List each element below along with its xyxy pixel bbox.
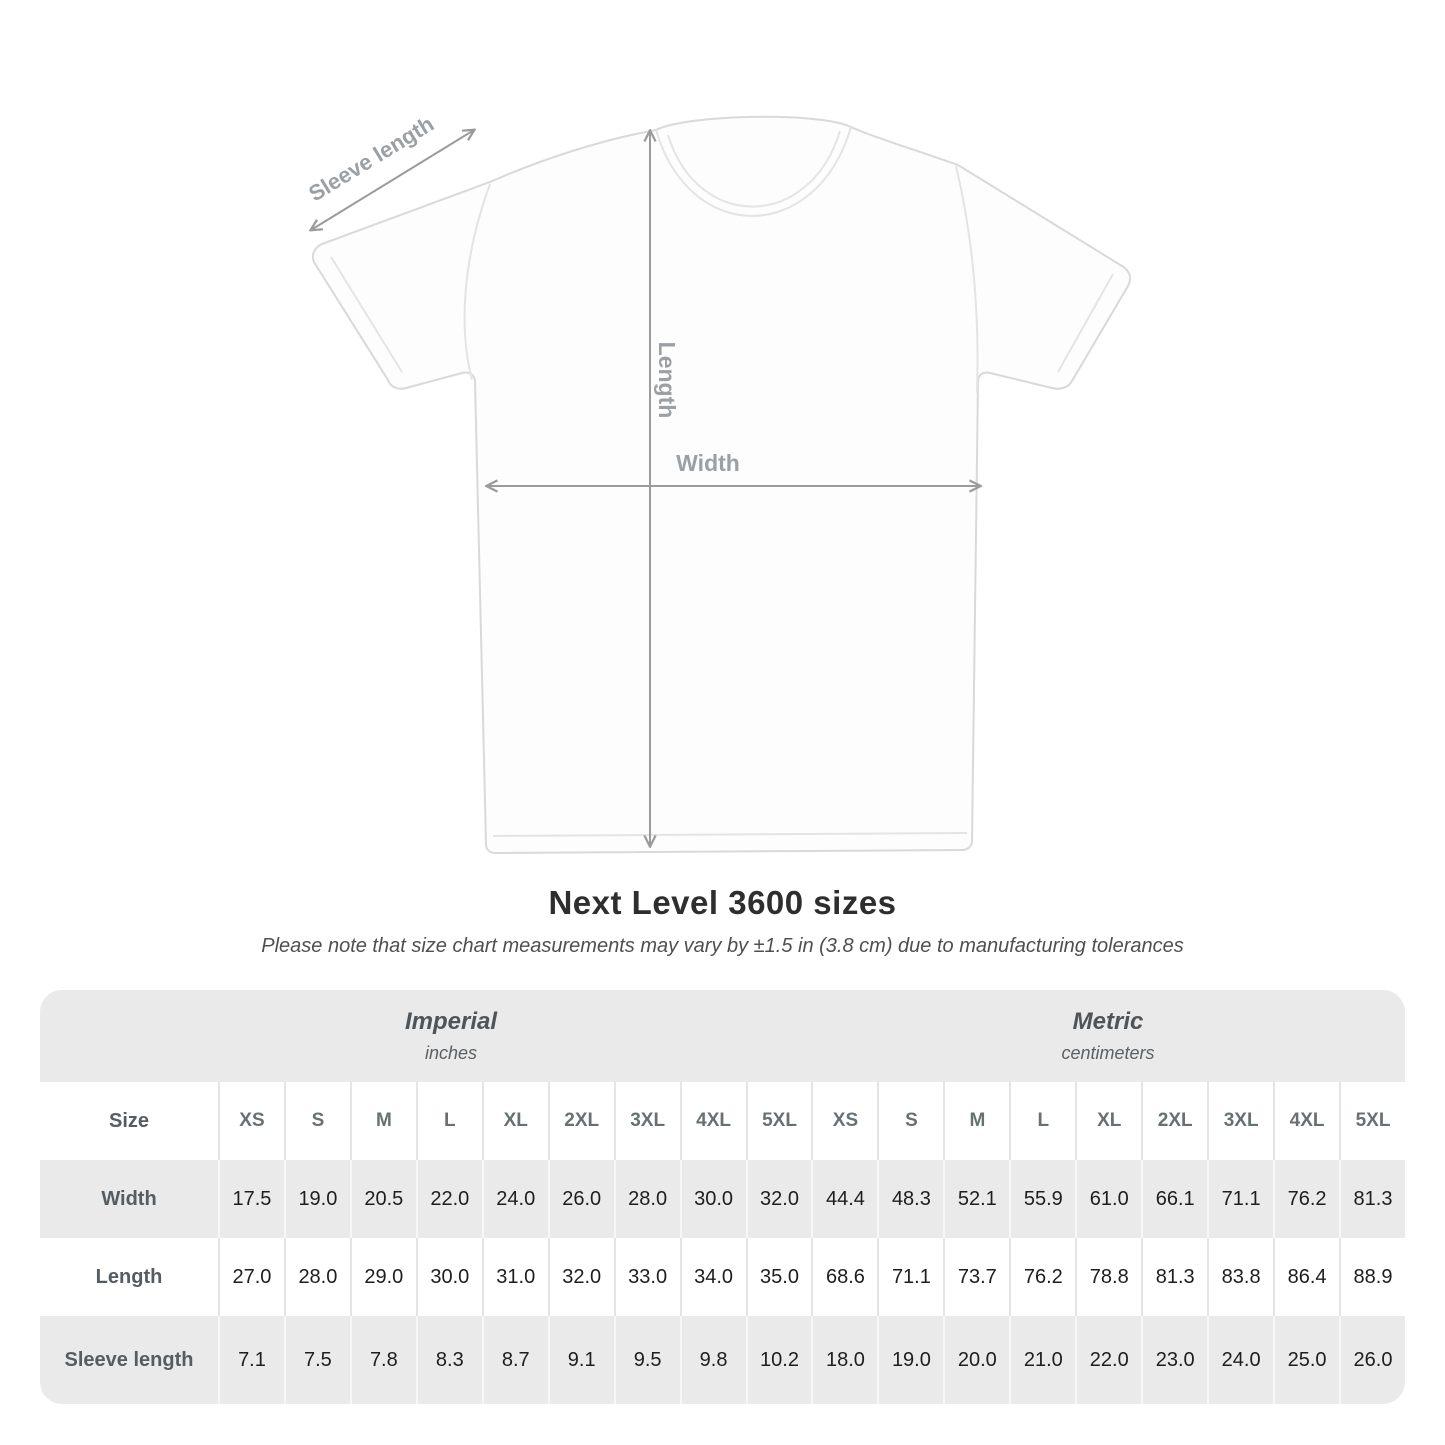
value-cell: 22.0	[1075, 1316, 1141, 1404]
value-cell: 28.0	[284, 1238, 350, 1316]
value-cell: 44.4	[811, 1160, 877, 1238]
value-cell: 52.1	[943, 1160, 1009, 1238]
size-header-cell: L	[416, 1082, 482, 1160]
value-cell: 76.2	[1273, 1160, 1339, 1238]
value-cell: 29.0	[350, 1238, 416, 1316]
value-cell: 21.0	[1009, 1316, 1075, 1404]
value-cell: 83.8	[1207, 1238, 1273, 1316]
tolerance-note: Please note that size chart measurements may vary by ±1.5 in (3.8 cm) due to manufacturing tolerances	[261, 935, 1184, 957]
value-cell: 10.2	[746, 1316, 812, 1404]
value-cell: 26.0	[1339, 1316, 1405, 1404]
value-cell: 55.9	[1009, 1160, 1075, 1238]
length-label: Length	[654, 341, 680, 419]
value-cell: 20.5	[350, 1160, 416, 1238]
value-cell: 7.8	[350, 1316, 416, 1404]
width-label: Width	[676, 450, 740, 476]
value-cell: 8.3	[416, 1316, 482, 1404]
size-header-row	[40, 1082, 1405, 1160]
value-cell: 30.0	[680, 1160, 746, 1238]
size-header-cell: 2XL	[548, 1082, 614, 1160]
value-cell: 18.0	[811, 1316, 877, 1404]
value-cell: 9.5	[614, 1316, 680, 1404]
value-cell: 61.0	[1075, 1160, 1141, 1238]
page-title: Next Level 3600 sizes	[548, 884, 897, 921]
sleeve-length-label: Sleeve length	[304, 111, 439, 207]
value-cell: 35.0	[746, 1238, 812, 1316]
value-cell: 34.0	[680, 1238, 746, 1316]
value-cell: 19.0	[877, 1316, 943, 1404]
size-header-cell: 5XL	[1339, 1082, 1405, 1160]
size-header-cell: XS	[811, 1082, 877, 1160]
size-header-cell: M	[350, 1082, 416, 1160]
row-label: Sleeve length	[64, 1348, 194, 1371]
value-cell: 22.0	[416, 1160, 482, 1238]
value-cell: 81.3	[1141, 1238, 1207, 1316]
size-header-cell: 5XL	[746, 1082, 812, 1160]
value-cell: 7.1	[218, 1316, 284, 1404]
tshirt-outline	[313, 117, 1130, 853]
size-header-cell: XS	[218, 1082, 284, 1160]
metric-header-group	[811, 990, 1405, 1082]
size-header-cell: 4XL	[1273, 1082, 1339, 1160]
size-header-cell: XL	[482, 1082, 548, 1160]
value-cell: 17.5	[218, 1160, 284, 1238]
size-header-cell: L	[1009, 1082, 1075, 1160]
value-cell: 88.9	[1339, 1238, 1405, 1316]
size-header-cell: S	[877, 1082, 943, 1160]
value-cell: 20.0	[943, 1316, 1009, 1404]
value-cell: 81.3	[1339, 1160, 1405, 1238]
heading-block	[0, 884, 1445, 958]
size-header-cell: S	[284, 1082, 350, 1160]
size-header-cell: XL	[1075, 1082, 1141, 1160]
metric-label: Metric	[1072, 1008, 1144, 1035]
imperial-header-group	[40, 990, 811, 1082]
value-cell: 86.4	[1273, 1238, 1339, 1316]
value-cell: 8.7	[482, 1316, 548, 1404]
value-cell: 71.1	[877, 1238, 943, 1316]
size-header-cell: 2XL	[1141, 1082, 1207, 1160]
metric-unit-label: centimeters	[1061, 1043, 1155, 1063]
value-cell: 27.0	[218, 1238, 284, 1316]
value-cell: 24.0	[482, 1160, 548, 1238]
value-cell: 32.0	[746, 1160, 812, 1238]
value-cell: 78.8	[1075, 1238, 1141, 1316]
unit-header-band	[40, 990, 1405, 1082]
imperial-unit-label: inches	[424, 1043, 478, 1063]
value-cell: 30.0	[416, 1238, 482, 1316]
value-cell: 9.8	[680, 1316, 746, 1404]
size-chart-table	[40, 990, 1405, 1404]
length-row	[40, 1238, 1405, 1316]
value-cell: 26.0	[548, 1160, 614, 1238]
size-header-cell: 3XL	[1207, 1082, 1273, 1160]
value-cell: 25.0	[1273, 1316, 1339, 1404]
row-label: Length	[95, 1265, 163, 1288]
value-cell: 31.0	[482, 1238, 548, 1316]
value-cell: 7.5	[284, 1316, 350, 1404]
size-column-header: Size	[108, 1109, 150, 1132]
value-cell: 76.2	[1009, 1238, 1075, 1316]
imperial-label: Imperial	[404, 1008, 498, 1035]
value-cell: 73.7	[943, 1238, 1009, 1316]
value-cell: 66.1	[1141, 1160, 1207, 1238]
row-label: Width	[101, 1187, 157, 1210]
value-cell: 48.3	[877, 1160, 943, 1238]
value-cell: 33.0	[614, 1238, 680, 1316]
size-header-cell: 4XL	[680, 1082, 746, 1160]
value-cell: 68.6	[811, 1238, 877, 1316]
value-cell: 19.0	[284, 1160, 350, 1238]
value-cell: 32.0	[548, 1238, 614, 1316]
value-cell: 28.0	[614, 1160, 680, 1238]
size-header-cell: 3XL	[614, 1082, 680, 1160]
value-cell: 24.0	[1207, 1316, 1273, 1404]
size-header-cell: M	[943, 1082, 1009, 1160]
value-cell: 23.0	[1141, 1316, 1207, 1404]
sleeve-length-row	[40, 1316, 1405, 1404]
width-row	[40, 1160, 1405, 1238]
value-cell: 71.1	[1207, 1160, 1273, 1238]
value-cell: 9.1	[548, 1316, 614, 1404]
